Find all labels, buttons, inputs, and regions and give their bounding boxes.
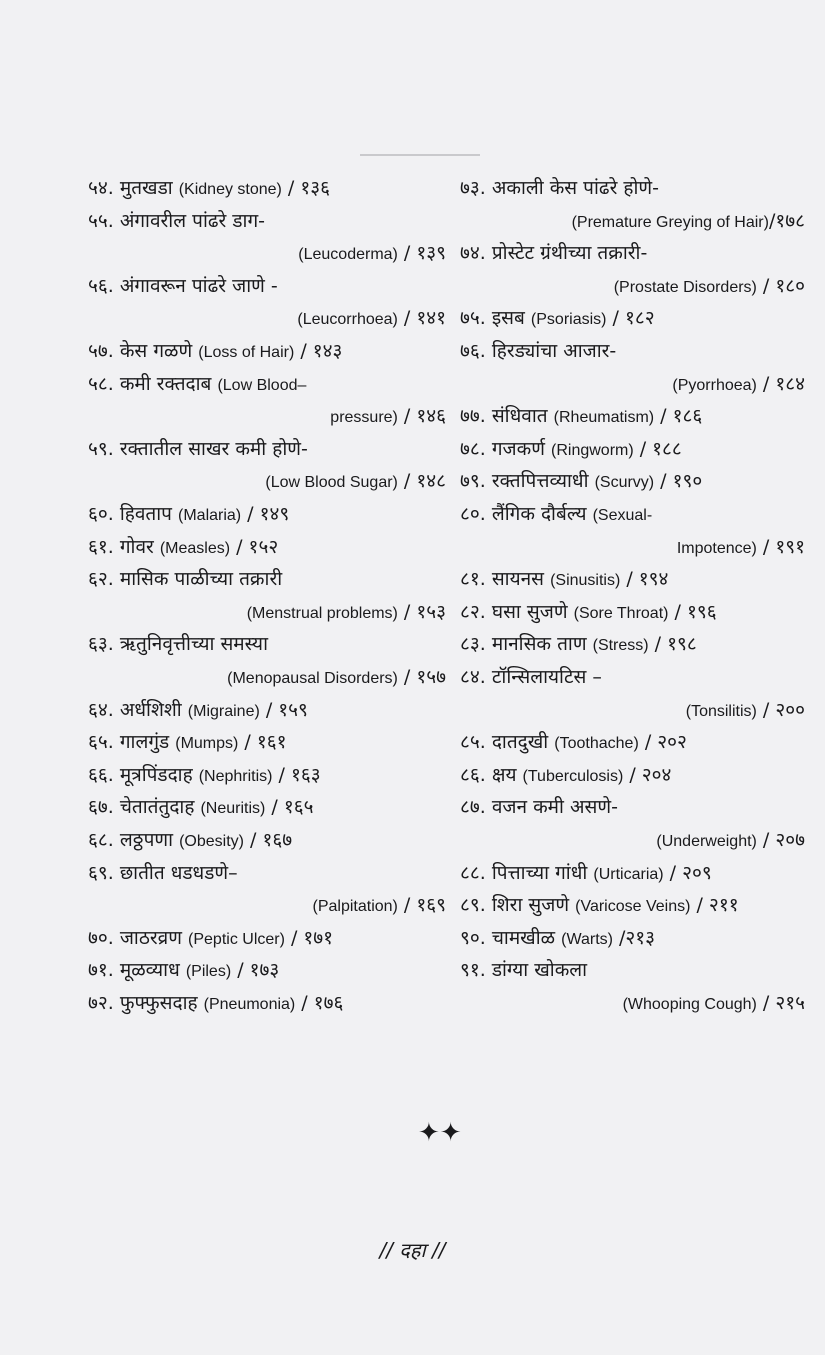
entry-english: (Menopausal Disorders) (227, 670, 398, 687)
entry-page: / १७१ (284, 926, 334, 949)
entry-title: ६४. अर्धशिशी (88, 698, 182, 721)
right-entry (460, 727, 687, 759)
right-entry (460, 792, 618, 822)
entry-title: ७२. फुफ्फुसदाह (88, 992, 198, 1014)
right-entry (460, 597, 717, 629)
entry-title: ७६. हिरड्यांचा आजार- (460, 340, 617, 362)
entry-page: / १५९ (259, 698, 308, 721)
right-entry (460, 401, 702, 433)
left-entry-continuation (298, 238, 446, 270)
left-entry (88, 858, 238, 888)
entry-page: / १९८ (648, 633, 697, 656)
entry-page: / १८० (756, 274, 805, 297)
entry-page: / १९० (654, 470, 703, 493)
entry-english: (Measles) (159, 539, 231, 557)
entry-page: / १४३ (294, 340, 343, 362)
right-entry-continuation (672, 369, 805, 401)
entry-english: (Leucoderma) (298, 246, 398, 264)
entry-title: ५४. मुतखडा (88, 177, 173, 199)
left-entry-continuation (313, 890, 447, 922)
entry-title: ८२. घसा सुजणे (460, 600, 568, 623)
left-entry-continuation (227, 662, 446, 694)
left-entry-continuation (297, 303, 446, 335)
entry-title: ८१. सायनस (460, 568, 545, 591)
entry-title: ६५. गालगुंड (88, 731, 170, 754)
entry-title: ९०. चामखीळ (460, 926, 556, 949)
entry-english: (Ringworm) (551, 441, 634, 459)
entry-page: /१७८ (768, 209, 805, 232)
entry-page: / १५२ (230, 535, 279, 558)
left-entry (88, 499, 289, 531)
entry-page: / २०७ (756, 829, 805, 851)
right-entry (460, 760, 671, 792)
entry-page: / १८२ (606, 307, 655, 330)
entry-page: / १८६ (654, 405, 703, 428)
entry-page: / २०२ (638, 731, 687, 754)
right-entry (460, 923, 655, 955)
entry-page: / २११ (690, 894, 739, 917)
entry-english: (Warts) (561, 930, 613, 948)
faded-heading (360, 118, 480, 156)
entry-page: / १८४ (756, 372, 805, 395)
entry-english: (Mumps) (175, 735, 239, 753)
right-entry (460, 955, 587, 985)
entry-title: ६३. ऋतुनिवृत्तीच्या समस्या (88, 633, 268, 656)
entry-english: (Stress) (592, 637, 649, 655)
left-entry (88, 988, 343, 1020)
entry-title: ८४. टॉन्सिलायटिस – (460, 666, 602, 688)
entry-title: ८०. लैंगिक दौर्बल्य (460, 503, 587, 525)
entry-title: ७८. गजकर्ण (460, 437, 545, 460)
entry-page: /२१३ (612, 926, 656, 949)
entry-english: (Low Blood Sugar) (265, 474, 398, 492)
entry-english: (Tuberculosis) (522, 767, 624, 785)
entry-page: / १७६ (295, 992, 344, 1014)
entry-title: ५७. केस गळणे (88, 340, 193, 362)
entry-page: / १४८ (397, 470, 446, 493)
entry-title: ८८. पित्ताच्या गांधी (460, 861, 588, 884)
left-entry-continuation (265, 466, 446, 498)
entry-english: (Menstrual problems) (246, 604, 398, 622)
entry-title: ६०. हिवताप (88, 503, 172, 525)
left-entry (88, 695, 308, 727)
left-entry (88, 727, 286, 759)
entry-page: / १६१ (238, 731, 287, 754)
entry-page: / १४९ (241, 503, 290, 525)
entry-english: (Low Blood– (217, 376, 307, 394)
entry-page: / १६७ (243, 829, 293, 851)
entry-title: ५६. अंगावरून पांढरे जाणे - (88, 274, 278, 297)
left-entry (88, 955, 279, 987)
left-entry (88, 532, 278, 564)
entry-page: / १७३ (231, 959, 280, 982)
right-entry-continuation (677, 532, 805, 564)
right-entry (460, 238, 647, 268)
entry-english: (Obesity) (179, 833, 244, 850)
entry-title: ९१. डांग्या खोकला (460, 959, 588, 982)
entry-english: (Malaria) (178, 507, 242, 524)
page-number-footer: // दहा // (379, 1238, 446, 1262)
left-entry (88, 369, 306, 401)
entry-english: pressure) (330, 409, 398, 427)
entry-title: ५८. कमी रक्तदाब (88, 372, 212, 395)
entry-page: / १६५ (265, 796, 314, 819)
entry-title: ७०. जाठरव्रण (88, 926, 182, 949)
entry-english: (Migraine) (187, 702, 260, 720)
entry-page: / १५७ (397, 666, 446, 688)
entry-title: ८३. मानसिक ताण (460, 633, 587, 656)
left-entry (88, 173, 330, 205)
right-entry (460, 629, 697, 661)
entry-page: / २०० (756, 698, 805, 721)
entry-english: (Whooping Cough) (622, 996, 757, 1013)
right-entry-continuation (572, 206, 805, 238)
entry-page: / २०९ (663, 861, 712, 884)
left-entry (88, 336, 342, 368)
entry-english: (Loss of Hair) (198, 344, 295, 361)
entry-english: (Peptic Ulcer) (188, 930, 285, 948)
entry-title: ८६. क्षय (460, 763, 517, 786)
right-entry (460, 890, 739, 922)
right-entry (460, 434, 682, 466)
right-entry (460, 662, 602, 692)
left-entry (88, 434, 308, 464)
right-entry-continuation (614, 271, 805, 303)
entry-english: (Rheumatism) (553, 409, 655, 427)
entry-english: Impotence) (676, 539, 757, 557)
entry-title: ६१. गोवर (88, 535, 154, 558)
entry-page: / २१५ (756, 992, 805, 1014)
entry-page: / १४६ (397, 405, 446, 428)
left-entry (88, 564, 282, 594)
entry-page: / १६३ (272, 763, 321, 786)
entry-english: (Toothache) (554, 735, 639, 753)
right-entry-continuation (686, 695, 805, 727)
left-entry (88, 792, 313, 824)
right-entry (460, 499, 652, 531)
entry-page: / १५३ (397, 600, 446, 623)
entry-english: (Pyorrhoea) (672, 376, 757, 394)
left-entry (88, 923, 333, 955)
left-entry (88, 629, 268, 659)
right-entry (460, 303, 655, 335)
right-entry-continuation (623, 988, 805, 1020)
entry-title: ५५. अंगावरील पांढरे डाग- (88, 209, 266, 232)
entry-english: (Neuritis) (200, 800, 266, 818)
entry-page: / २०४ (623, 763, 672, 786)
entry-english: (Sinusitis) (550, 572, 621, 590)
entry-page: / १४१ (397, 307, 446, 330)
entry-page: / १३६ (281, 177, 331, 199)
entry-english: (Palpitation) (312, 898, 398, 916)
entry-page: / १९४ (620, 568, 669, 591)
entry-english: (Piles) (185, 963, 232, 981)
right-entry (460, 336, 616, 366)
left-entry (88, 206, 265, 236)
entry-title: ७५. इसब (460, 307, 525, 330)
entry-title: ७९. रक्तपित्तव्याधी (460, 470, 589, 493)
right-entry (460, 858, 712, 890)
entry-english: (Pneumonia) (203, 996, 296, 1013)
entry-title: ६६. मूत्रपिंडदाह (88, 763, 193, 786)
left-entry (88, 760, 321, 792)
entry-page: / १६९ (397, 894, 446, 917)
left-entry (88, 825, 292, 857)
right-entry (460, 173, 659, 203)
entry-english: (Psoriasis) (530, 311, 607, 329)
entry-english: (Tonsilitis) (685, 702, 757, 720)
entry-english: (Sexual- (592, 507, 653, 524)
entry-english: (Urticaria) (593, 865, 664, 883)
right-entry (460, 564, 668, 596)
entry-page: / १३९ (397, 242, 446, 265)
entry-title: ७३. अकाली केस पांढरे होणे- (460, 177, 660, 199)
entry-title: ६२. मासिक पाळीच्या तक्रारी (88, 568, 283, 591)
entry-title: ६७. चेतातंतुदाह (88, 796, 195, 819)
entry-page: / १८८ (633, 437, 682, 460)
entry-page: / १९१ (756, 535, 805, 558)
entry-english: (Premature Greying of Hair) (571, 213, 769, 231)
entry-title: ५९. रक्तातील साखर कमी होणे- (88, 437, 308, 460)
right-entry-continuation (656, 825, 805, 857)
entry-english: (Nephritis) (198, 767, 273, 785)
entry-title: ७१. मूळव्याध (88, 959, 180, 982)
entry-page: / १९६ (668, 600, 717, 623)
entry-title: ८९. शिरा सुजणे (460, 894, 570, 917)
entry-title: ६८. लठ्ठपणा (88, 829, 174, 851)
entry-english: (Leucorrhoea) (297, 311, 398, 329)
entry-title: ७४. प्रोस्टेट ग्रंथीच्या तक्रारी- (460, 242, 648, 265)
entry-title: ६९. छातीत धडधडणे– (88, 861, 238, 884)
right-entry (460, 466, 702, 498)
entry-english: (Prostate Disorders) (613, 278, 757, 296)
left-entry-continuation (330, 401, 446, 433)
entry-english: (Sore Throat) (573, 604, 669, 622)
entry-title: ७७. संधिवात (460, 405, 548, 428)
left-entry (88, 271, 278, 301)
entry-english: (Kidney stone) (178, 181, 282, 198)
entry-title: ८५. दातदुखी (460, 731, 549, 754)
entry-english: (Underweight) (656, 833, 757, 850)
ornament-divider: ✦✦ (418, 1118, 462, 1148)
entry-english: (Scurvy) (594, 474, 655, 492)
entry-english: (Varicose Veins) (575, 898, 691, 916)
entry-title: ८७. वजन कमी असणे- (460, 796, 618, 819)
left-entry-continuation (247, 597, 446, 629)
